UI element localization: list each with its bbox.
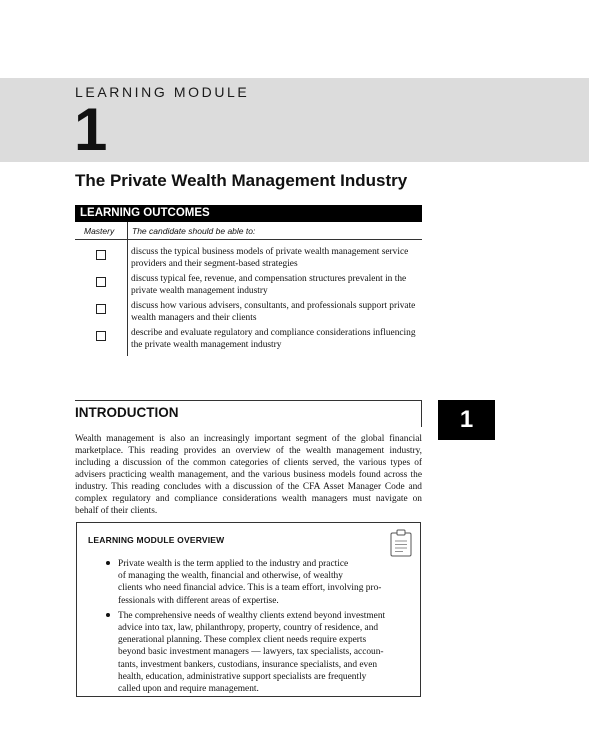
overview-title: LEARNING MODULE OVERVIEW xyxy=(88,535,225,545)
mastery-checkbox[interactable] xyxy=(96,304,106,314)
list-item xyxy=(103,610,403,695)
clipboard-icon xyxy=(390,529,412,557)
outcome-text: discuss how various advisers, consultants, and professionals support private wealth managers and their clients xyxy=(131,301,416,324)
outcome-row xyxy=(75,327,422,354)
outcome-row xyxy=(75,273,422,300)
module-number: 1 xyxy=(74,96,108,163)
mastery-checkbox[interactable] xyxy=(96,277,106,287)
bullet-icon xyxy=(106,561,110,565)
learning-module-overview-box xyxy=(76,522,421,697)
introduction-top-rule xyxy=(75,400,422,401)
module-label: LEARNING MODULE xyxy=(75,84,250,100)
learning-outcomes-list xyxy=(75,246,422,354)
overview-bullet-text: The comprehensive needs of wealthy clients extend beyond investment advice into tax, law, philanthropy, property, country of residence, and generational planning. These complex client needs require experts beyond basic investment managers — lawyers, tax specialists, accoun- tants, investment bankers, custodians, insurance specialists, and even health, education, administrative support specialists are frequently called upon and require management. xyxy=(118,610,386,695)
section-number-badge: 1 xyxy=(438,400,495,440)
page-title: The Private Wealth Management Industry xyxy=(75,171,408,190)
introduction-side-rule xyxy=(421,400,422,427)
outcome-row xyxy=(75,300,422,327)
outcome-text: discuss typical fee, revenue, and compensation structures prevalent in the private wealth management industry xyxy=(131,274,407,297)
list-item xyxy=(103,558,403,607)
outcome-text: describe and evaluate regulatory and compliance considerations influencing the private wealth management industry xyxy=(131,328,416,351)
bullet-icon xyxy=(106,613,110,617)
introduction-heading: INTRODUCTION xyxy=(75,405,179,420)
mastery-checkbox[interactable] xyxy=(96,250,106,260)
learning-outcomes-header: LEARNING OUTCOMES xyxy=(75,205,422,222)
overview-bullet-list xyxy=(103,558,403,698)
outcome-row xyxy=(75,246,422,273)
mastery-column-label: Mastery xyxy=(84,226,115,236)
overview-bullet-text: Private wealth is the term applied to the industry and practice of managing the wealth, financial and otherwise, of wealthy clients who need financial advice. This is a team effort, involving pro- fessionals with different areas of expertise. xyxy=(118,559,382,606)
mastery-checkbox[interactable] xyxy=(96,331,106,341)
candidate-column-label: The candidate should be able to: xyxy=(132,226,256,236)
introduction-paragraph: Wealth management is also an increasingly important segment of the global financial marketplace. This reading provides an overview of the wealth management industry, including a discussion of the common categories of clients served, the various types of advisers practicing wealth management, and the various business models found across the industry. This reading concludes with a discussion of the CFA Asset Manager Code and complex regulatory and compliance considerations wealth managers must navigate on behalf of their clients. xyxy=(75,434,422,516)
outcome-text: discuss the typical business models of private wealth management service providers and their segment-based strategies xyxy=(131,247,409,270)
